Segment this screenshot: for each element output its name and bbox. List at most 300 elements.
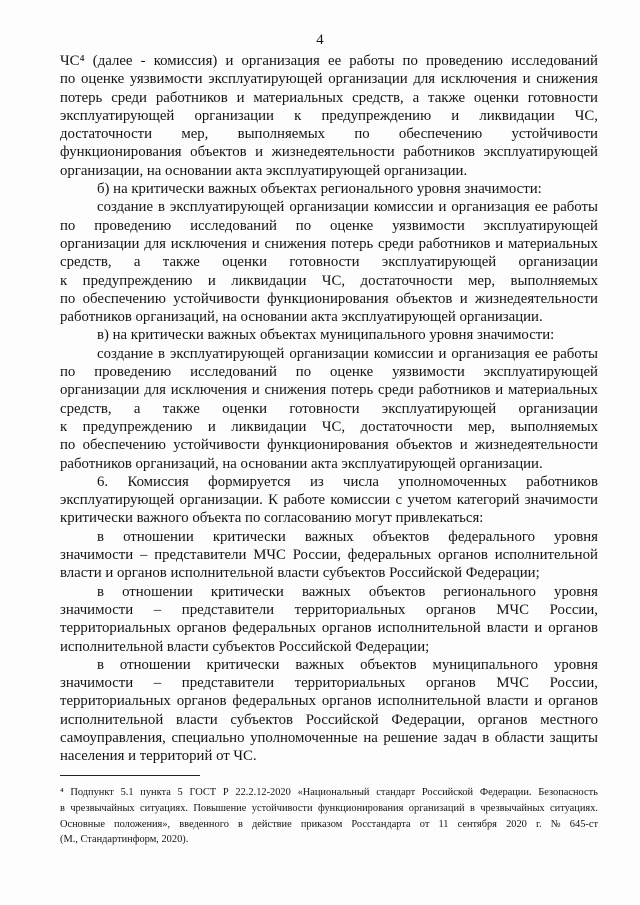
paragraph <box>60 326 598 344</box>
word: значимости <box>60 601 134 618</box>
word: Основные <box>60 818 105 830</box>
body-line <box>60 272 598 290</box>
word: а <box>133 254 141 271</box>
word: г. <box>535 818 542 830</box>
word: проведению <box>94 364 172 381</box>
word: и <box>522 71 531 88</box>
word: достаточности <box>60 126 153 143</box>
word: территориальных <box>60 620 171 637</box>
word: функционирования <box>267 290 389 307</box>
word: на <box>363 729 378 746</box>
word: органов <box>321 620 372 637</box>
word: органов <box>426 675 476 692</box>
word: эксплуатирующей <box>60 492 175 509</box>
word: создание <box>97 199 154 216</box>
word: К <box>268 492 278 509</box>
word: функционирования <box>60 144 182 161</box>
word: местного <box>540 711 598 728</box>
word: ЧС, <box>574 107 598 124</box>
word: органов <box>426 601 476 618</box>
word: эксплуатирующей <box>60 107 175 124</box>
word: проведению <box>426 53 503 69</box>
word: и <box>225 53 234 69</box>
word: отношении <box>123 528 194 545</box>
body-line <box>60 400 598 418</box>
word: в <box>470 802 475 814</box>
word: 11 <box>438 818 449 830</box>
word: – <box>153 675 162 692</box>
word: уполномоченных <box>398 473 507 490</box>
body-line <box>60 143 598 161</box>
word: в <box>97 583 104 600</box>
word: Безопасность <box>538 787 598 798</box>
word: по <box>60 71 76 88</box>
word: по <box>60 290 76 307</box>
word: по <box>402 53 418 69</box>
word: ее <box>534 345 548 362</box>
word: среди <box>111 89 147 106</box>
word: а <box>412 89 420 106</box>
word: организация <box>241 53 320 69</box>
word: объектов <box>395 437 453 454</box>
word: оценке <box>330 217 374 234</box>
word: средств, <box>352 89 404 106</box>
word: функционирования <box>267 437 389 454</box>
word: исключения <box>170 382 247 399</box>
word: и <box>451 107 460 124</box>
word: в <box>97 656 104 673</box>
word: приказом <box>300 818 343 830</box>
word: формируется <box>208 473 291 490</box>
word: федеральных <box>347 547 432 564</box>
word: МЧС <box>253 547 286 564</box>
body-line: работников организаций, на основании акта эксплуатирующей организации. <box>60 455 543 472</box>
word: оценке <box>330 364 374 381</box>
word: объектов <box>368 583 426 600</box>
body-line <box>60 656 598 674</box>
word: а <box>133 400 141 417</box>
word: эксплуатирующей <box>381 254 497 271</box>
word: организации <box>60 382 140 399</box>
word: сентября <box>457 818 497 830</box>
word: по <box>295 217 312 234</box>
word: из <box>309 473 324 490</box>
word: потерь <box>330 235 374 252</box>
body-line <box>60 418 598 436</box>
word: мер, <box>181 126 209 143</box>
word: органов <box>548 693 598 710</box>
word: обеспечению <box>82 437 166 454</box>
page-number: 4 <box>316 32 324 48</box>
word: по <box>60 217 76 234</box>
word: России, <box>292 547 341 564</box>
footnote-line: (М., Стандартинформ, 2020). <box>60 834 189 846</box>
word: устойчивости <box>511 126 598 143</box>
word: организаций <box>408 802 465 814</box>
word: выполняемых <box>237 126 326 143</box>
word: исполнительной <box>60 711 164 728</box>
word: выполняемых <box>510 272 598 289</box>
body-line: б) на критически важных объектах регионального уровня значимости: <box>97 181 542 198</box>
word: также <box>162 254 200 271</box>
word: (далее <box>92 53 133 69</box>
word: от <box>419 818 430 830</box>
body-line <box>60 290 598 308</box>
word: и <box>534 620 543 637</box>
paragraph <box>60 583 598 656</box>
word: исследований <box>190 217 277 234</box>
word: – <box>139 547 148 564</box>
word: средств, <box>60 400 112 417</box>
word: эксплуатирующей <box>483 364 598 381</box>
word: задач <box>443 729 477 746</box>
body-line <box>60 436 598 454</box>
word: комиссия) <box>153 53 218 69</box>
word: исключения <box>440 71 517 88</box>
word: территориальных <box>294 601 406 618</box>
word: органов <box>477 711 528 728</box>
word: материальных <box>507 235 598 252</box>
word: по <box>60 437 76 454</box>
word: пункта <box>140 787 171 798</box>
word: представители <box>181 601 275 618</box>
body-line <box>60 491 598 509</box>
word: создание <box>97 345 154 362</box>
word: органов <box>438 547 488 564</box>
word: организации <box>518 400 598 417</box>
word: среди <box>378 382 414 399</box>
word: ГОСТ <box>189 787 217 798</box>
body-line <box>60 217 598 235</box>
word: решение <box>383 729 438 746</box>
word: эксплуатирующей <box>208 71 323 88</box>
word: организация <box>451 345 530 362</box>
word: Федерации, <box>391 711 466 728</box>
word: территориальных <box>294 675 406 692</box>
word: отношении <box>122 583 193 600</box>
body-line <box>60 619 598 637</box>
word: среди <box>378 235 414 252</box>
word: ⁴ <box>60 787 64 798</box>
footnote-line <box>60 817 598 833</box>
word: материальных <box>253 89 344 106</box>
word: и <box>251 235 260 252</box>
word: критически <box>206 656 280 673</box>
word: органов <box>176 693 227 710</box>
word: снижения <box>536 71 598 88</box>
word: регионального <box>443 583 536 600</box>
word: работников <box>418 235 491 252</box>
word: 5.1 <box>120 787 134 798</box>
word: защиты <box>549 729 598 746</box>
word: мер, <box>468 418 496 435</box>
word: представители <box>154 547 247 564</box>
word: и <box>495 382 504 399</box>
body-line: работников организаций, на основании акта эксплуатирующей организации. <box>60 309 543 326</box>
word: снижения <box>264 235 327 252</box>
word: уязвимости <box>392 217 465 234</box>
footnote-line <box>60 801 598 817</box>
body-line <box>60 52 598 70</box>
word: в <box>482 729 490 746</box>
paragraph <box>60 656 598 766</box>
word: работников <box>403 144 476 161</box>
word: власти <box>175 711 218 728</box>
word: выполняемых <box>510 418 598 435</box>
word: критически <box>210 583 284 600</box>
word: в <box>238 818 243 830</box>
word: критически <box>212 528 286 545</box>
body-line <box>60 125 598 143</box>
body-line <box>60 107 598 125</box>
word: готовности <box>527 89 598 106</box>
word: – <box>153 601 162 618</box>
word: специально <box>171 729 245 746</box>
body-text <box>60 52 598 766</box>
word: в <box>158 199 166 216</box>
word: федерального <box>448 528 535 545</box>
word: МЧС <box>496 675 530 692</box>
word: органов <box>548 620 598 637</box>
footnote-line <box>60 785 598 801</box>
word: важных <box>295 656 345 673</box>
word: с <box>395 492 403 509</box>
word: жизнедеятельности <box>474 290 598 307</box>
word: ее <box>534 199 548 216</box>
paragraph <box>60 52 598 180</box>
word: Российской <box>421 787 474 798</box>
word: оценки <box>473 89 519 106</box>
word: обеспечению <box>398 126 483 143</box>
body-line <box>60 583 598 601</box>
word: предупреждению <box>82 418 193 435</box>
word: потерь <box>60 89 103 106</box>
body-line <box>60 198 598 216</box>
word: и <box>534 693 543 710</box>
word: организации <box>289 199 369 216</box>
body-line <box>60 729 598 747</box>
word: уровня <box>554 528 598 545</box>
word: и <box>255 144 264 161</box>
word: 6. <box>97 473 109 490</box>
word: субъектов <box>230 711 294 728</box>
word: представители <box>181 675 275 692</box>
word: комиссии <box>373 199 434 216</box>
word: ликвидации <box>479 107 555 124</box>
word: работников <box>155 89 228 106</box>
word: 5 <box>177 787 183 798</box>
word: власти <box>486 693 529 710</box>
word: обеспечению <box>82 290 166 307</box>
word: также <box>162 400 200 417</box>
word: к <box>60 418 68 435</box>
body-line: организации, на основании акта эксплуатирующей организации. <box>60 162 468 179</box>
word: потерь <box>330 382 374 399</box>
word: комиссии <box>373 345 434 362</box>
word: и <box>207 272 216 289</box>
word: и <box>207 418 216 435</box>
word: жизнедеятельности <box>271 144 395 161</box>
body-line: в) на критически важных объектах муниципального уровня значимости: <box>97 327 555 344</box>
word: ликвидации <box>231 418 307 435</box>
body-line <box>60 345 598 363</box>
word: Подпункт <box>70 787 114 798</box>
word: достаточности <box>360 272 453 289</box>
body-line <box>60 363 598 381</box>
word: эксплуатирующей <box>381 400 497 417</box>
word: отношении <box>119 656 191 673</box>
word: объектов <box>372 528 430 545</box>
word: категорий <box>456 492 520 509</box>
word: для <box>144 235 166 252</box>
word: организации <box>60 235 140 252</box>
word: работе <box>283 492 326 509</box>
word: и <box>438 345 447 362</box>
body-line <box>60 528 598 546</box>
word: органов <box>321 693 372 710</box>
word: организации. <box>179 492 263 509</box>
word: важных <box>301 583 351 600</box>
word: для <box>413 71 436 88</box>
footnote <box>60 785 598 848</box>
word: по <box>60 364 76 381</box>
word: организации <box>518 254 598 271</box>
body-line <box>60 253 598 271</box>
word: в <box>158 345 166 362</box>
word: оценки <box>222 400 268 417</box>
word: уязвимости <box>129 71 203 88</box>
word: объектов <box>190 144 247 161</box>
word: организации <box>289 345 369 362</box>
paragraph <box>60 528 598 583</box>
word: работы <box>552 345 598 362</box>
word: оценке <box>81 71 125 88</box>
word: МЧС <box>496 601 530 618</box>
word: эксплуатирующей <box>169 199 285 216</box>
word: ЧС, <box>321 272 346 289</box>
word: мер, <box>468 272 496 289</box>
body-line <box>60 89 598 107</box>
word: территориальных <box>60 693 171 710</box>
word: и <box>251 382 260 399</box>
body-line: власти и органов исполнительной власти субъектов Российской Федерации; <box>60 565 540 582</box>
word: России, <box>549 601 598 618</box>
body-line <box>60 473 598 491</box>
word: уязвимости <box>392 364 465 381</box>
body-line <box>60 381 598 399</box>
word: по <box>295 364 312 381</box>
word: объектов <box>360 656 417 673</box>
word: и <box>459 290 468 307</box>
paragraph <box>60 473 598 528</box>
word: средств, <box>60 254 112 271</box>
word: в <box>60 802 65 814</box>
word: - <box>140 53 146 69</box>
word: 22.2.12-2020 <box>235 787 291 798</box>
word: числа <box>343 473 379 490</box>
word: устойчивости <box>251 802 313 814</box>
word: жизнедеятельности <box>474 437 598 454</box>
word: организация <box>451 199 530 216</box>
word: проведению <box>94 217 172 234</box>
word: чрезвычайных <box>480 802 545 814</box>
word: исключения <box>170 235 247 252</box>
paragraph <box>60 180 598 198</box>
word: исследований <box>190 364 277 381</box>
word: устойчивости <box>173 437 260 454</box>
word: ЧС⁴ <box>60 53 85 69</box>
word: работников <box>526 473 598 490</box>
paragraph <box>60 198 598 326</box>
word: Повышение <box>193 802 247 814</box>
word: работы <box>349 53 395 69</box>
word: готовности <box>289 400 360 417</box>
word: чрезвычайных <box>70 802 135 814</box>
word: комиссии <box>330 492 391 509</box>
word: значимости <box>60 547 134 564</box>
word: к <box>294 107 302 124</box>
word: ее <box>328 53 342 69</box>
word: учетом <box>407 492 452 509</box>
word: федеральных <box>232 693 316 710</box>
word: органов <box>176 620 227 637</box>
word: предупреждению <box>82 272 193 289</box>
word: и <box>236 89 245 106</box>
word: организации <box>328 71 408 88</box>
word: работы <box>552 199 598 216</box>
word: ситуациях. <box>140 802 188 814</box>
word: для <box>144 382 166 399</box>
word: работников <box>418 382 491 399</box>
word: России, <box>549 675 598 692</box>
word: материальных <box>507 382 598 399</box>
body-line <box>60 674 598 692</box>
word: устойчивости <box>173 290 260 307</box>
body-line: критически важного объекта по согласованию могут привлекаться: <box>60 510 484 527</box>
word: № <box>550 818 561 830</box>
word: важных <box>304 528 354 545</box>
word: эксплуатирующей <box>169 345 285 362</box>
body-line: исполнительной власти субъектов Российской Федерации; <box>60 638 430 655</box>
word: организации <box>194 107 274 124</box>
word: Комиссия <box>127 473 189 490</box>
word: власти <box>486 620 529 637</box>
body-line <box>60 546 598 564</box>
word: к <box>60 272 68 289</box>
word: Росстандарта <box>351 818 411 830</box>
word: эксплуатирующей <box>483 144 598 161</box>
word: значимости <box>60 675 134 692</box>
word: значимости <box>524 492 598 509</box>
word: исполнительной <box>377 620 481 637</box>
word: исследований <box>511 53 598 69</box>
word: исполнительной <box>494 547 598 564</box>
word: «Национальный <box>297 787 370 798</box>
body-line <box>60 601 598 619</box>
body-line <box>60 711 598 729</box>
word: также <box>428 89 466 106</box>
word: федеральных <box>232 620 316 637</box>
word: объектов <box>395 290 453 307</box>
word: достаточности <box>360 418 453 435</box>
word: исполнительной <box>377 693 481 710</box>
paragraph <box>60 345 598 473</box>
word: готовности <box>289 254 360 271</box>
word: в <box>97 528 104 545</box>
word: стандарт <box>376 787 416 798</box>
word: действие <box>252 818 292 830</box>
word: оценки <box>222 254 268 271</box>
